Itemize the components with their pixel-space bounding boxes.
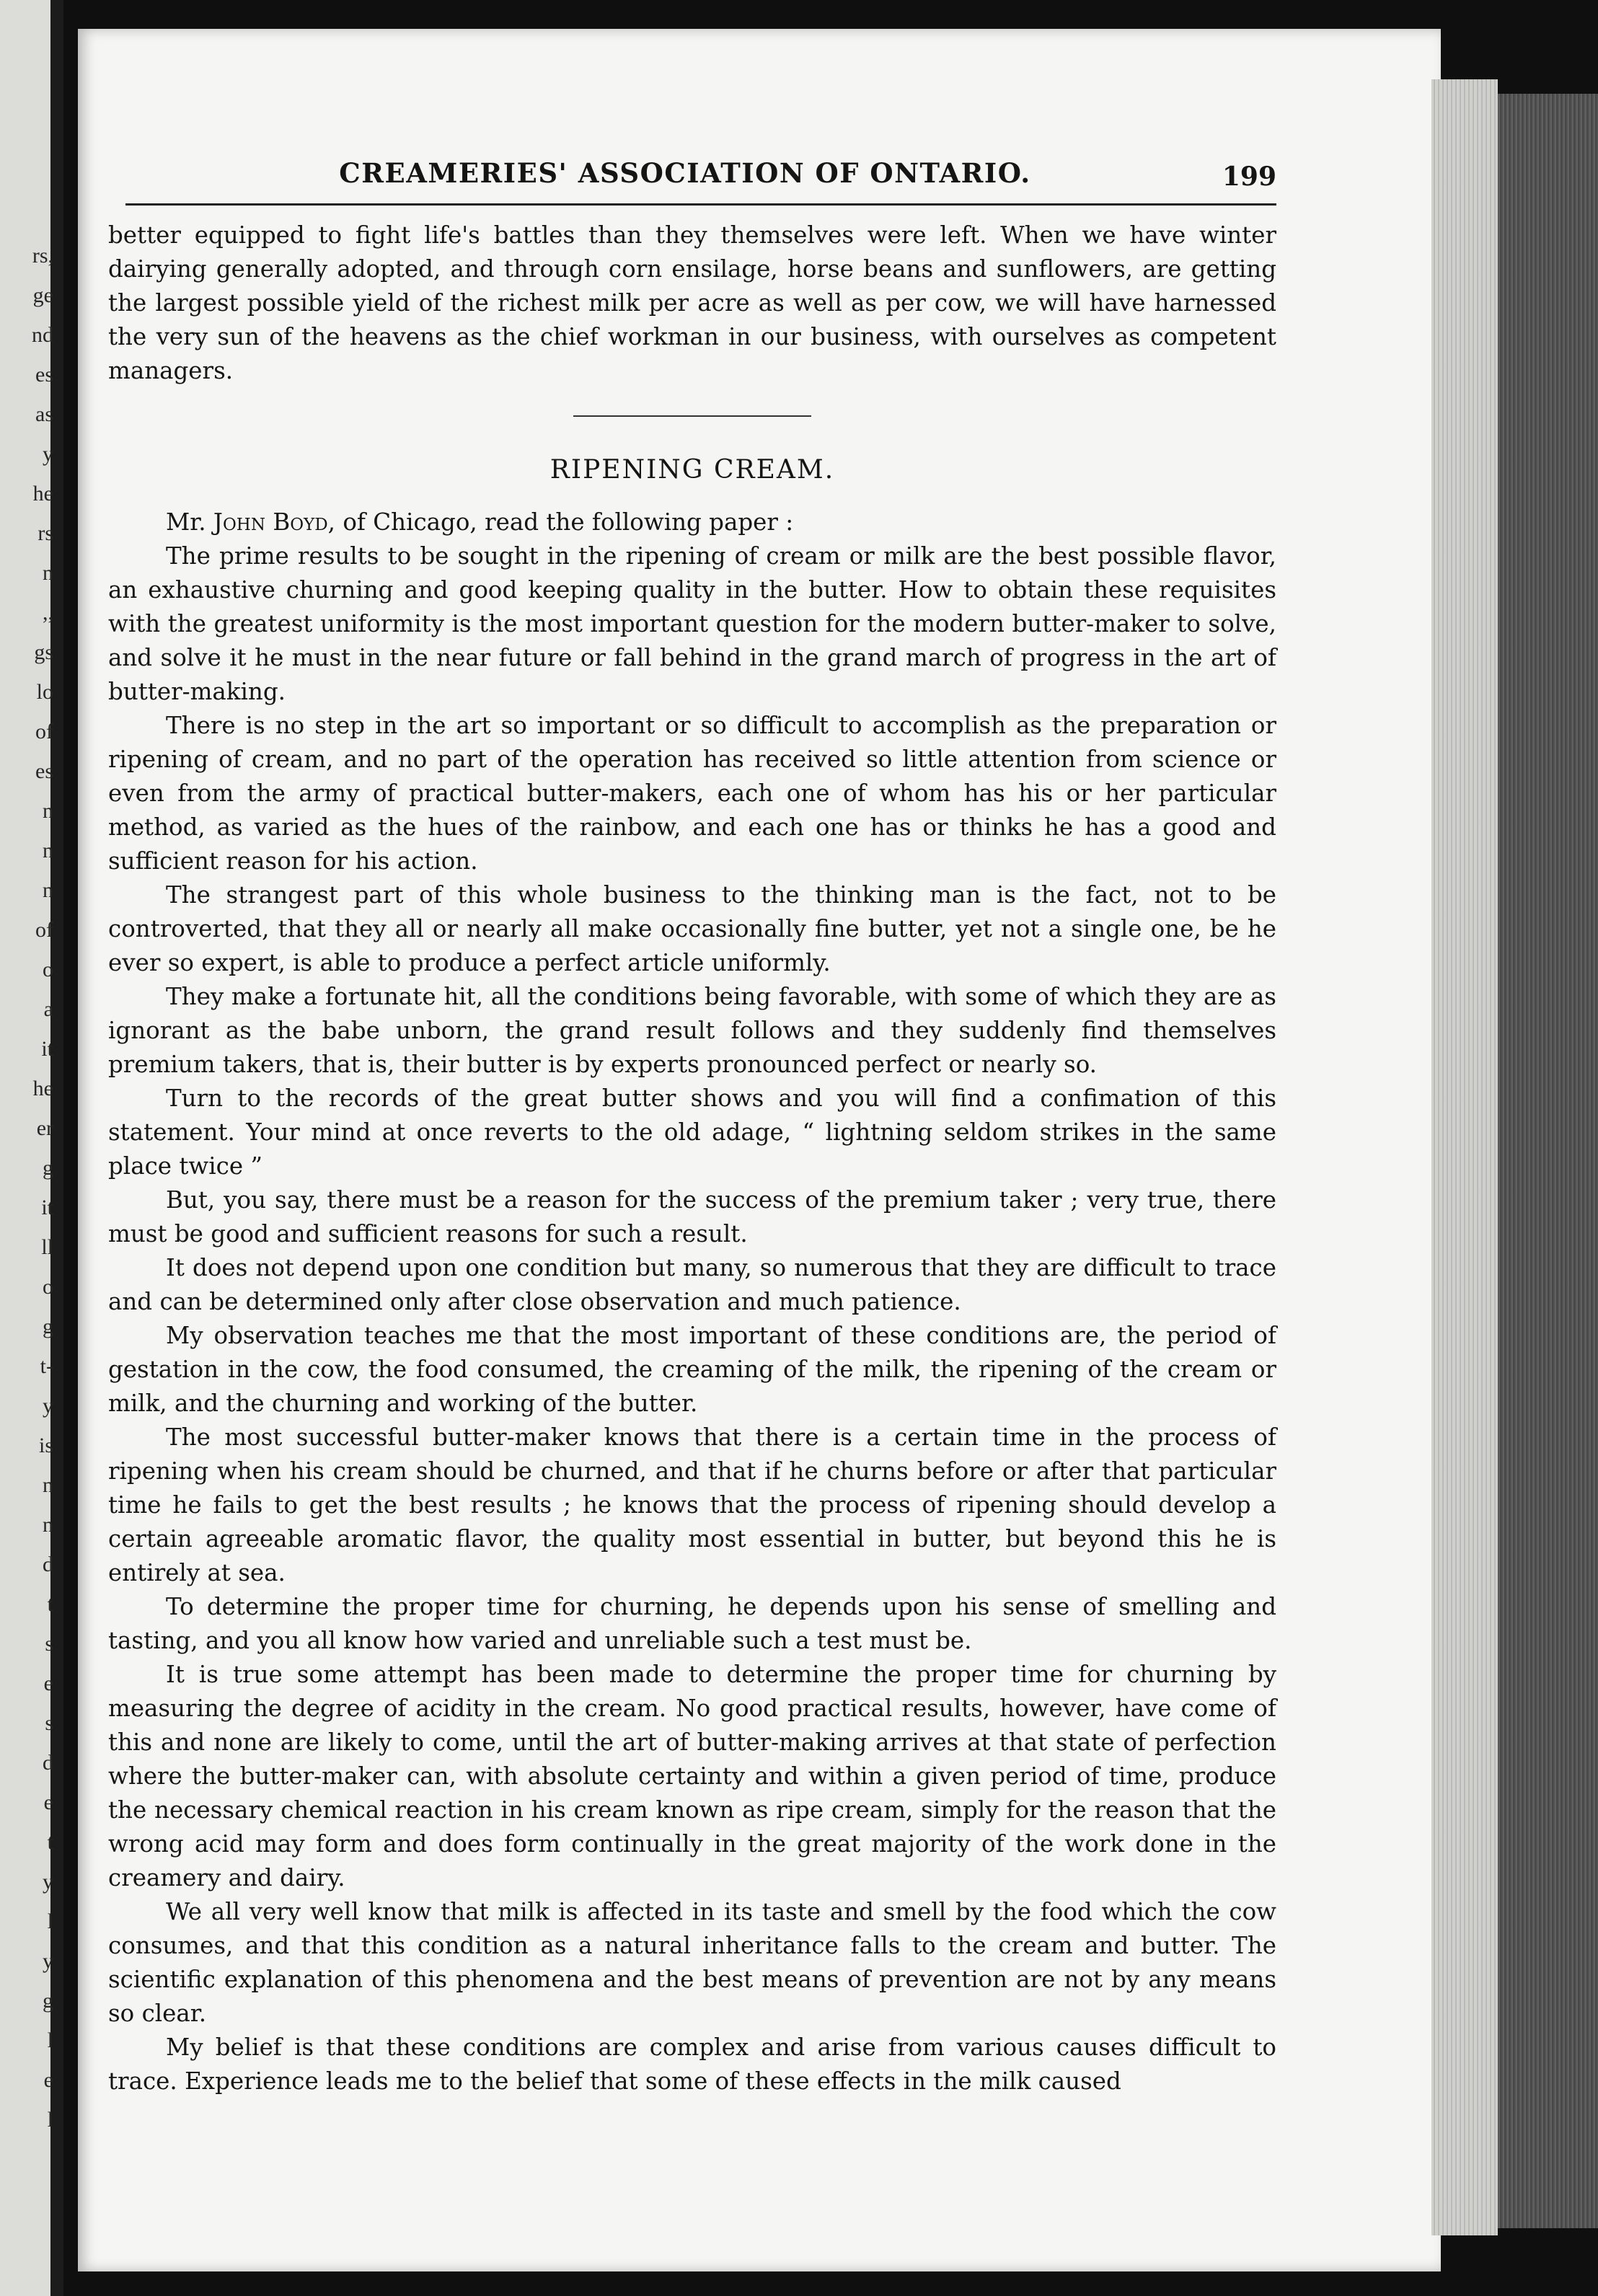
fragment-line: e xyxy=(43,2068,53,2092)
paragraph: There is no step in the art so important or so difficult to accomplish as the preparation or ripening of cream, and no part of the operation has received so little attention from science or even from the army of practical butter-makers, each one of whom has his or her particular method, as varied as the hues of the rainbow, and each one has or thinks he has a good and sufficient reason for his action. xyxy=(108,712,1276,875)
page-content xyxy=(108,144,1276,2098)
fragment-line: of xyxy=(35,720,53,743)
paragraph: Turn to the records of the great butter shows and you will find a confimation of this statement. Your mind at once reverts to the old adage, “ lightning seldom strikes in the same place twice ” xyxy=(108,1085,1276,1180)
fragment-line: d xyxy=(43,1751,53,1775)
fragment-line: it xyxy=(41,1037,53,1061)
paragraph: To determine the proper time for churning, he depends upon his sense of smelling and tasting, and you all know how varied and unreliable such a test must be. xyxy=(108,1593,1276,1654)
fragment-line: t xyxy=(47,1830,53,1854)
paragraph: My belief is that these conditions are complex and arise from various causes difficult to trace. Experience leads me to the belief that some of these effects in the milk caused xyxy=(108,2034,1276,2095)
paragraph: We all very well know that milk is affected in its taste and smell by the food which the cow consumes, and that this condition as a natural inheritance falls to the cream and butter. The scientific explanation of this phenomena and the best means of prevention are not by any means so clear. xyxy=(108,1898,1276,2027)
running-title: CREAMERIES' ASSOCIATION OF ONTARIO. xyxy=(339,157,1031,189)
fragment-line: n xyxy=(43,839,53,862)
fragment-line: t- xyxy=(40,1354,53,1378)
fragment-line: o xyxy=(43,958,53,981)
section-separator xyxy=(573,415,811,417)
paragraph: My observation teaches me that the most important of these conditions are, the period of gestation in the cow, the food consumed, the creaming of the milk, the ripening of the cream or milk, and the churning and working of the butter. xyxy=(108,1322,1276,1417)
fragment-line: rs xyxy=(37,521,53,545)
header-rule xyxy=(125,203,1276,206)
fragment-line: gs xyxy=(34,640,53,664)
paragraph: It does not depend upon one condition but many, so numerous that they are difficult to trace and can be determined only after close observation and much patience. xyxy=(108,1254,1276,1315)
fragment-line: y xyxy=(43,1394,53,1418)
paragraph: The strangest part of this whole business to the thinking man is the fact, not to be controverted, that they all or nearly all make occasionally fine butter, yet not a single one, be he ever so expert, is able to produce a perfect article uniformly. xyxy=(108,881,1276,976)
fragment-line: l xyxy=(47,1909,53,1933)
fragment-line: s xyxy=(45,1632,53,1656)
paragraph: The most successful butter-maker knows that there is a certain time in the process of ripening when his cream should be churned, and that if he churns before or after that particular time he fails to get the best results ; he knows that the process of ripening should develop a certain agreeable aromatic flavor, the quality most essential in butter, but beyond this he is entirely at sea. xyxy=(108,1423,1276,1586)
fragment-line: y xyxy=(43,1870,53,1894)
fragment-line: er xyxy=(36,1116,53,1140)
fragment-line: o xyxy=(43,1275,53,1299)
fragment-line: y xyxy=(43,442,53,466)
facing-page-fragment xyxy=(0,0,63,2296)
paragraph: They make a fortunate hit, all the conditions being favorable, with some of which they are as ignorant as the babe unborn, the grand result follows and they suddenly find themselves premium takers, that is, their butter is by experts pronounced perfect or nearly so. xyxy=(108,983,1276,1078)
fragment-line: n xyxy=(43,561,53,585)
fragment-line: es xyxy=(35,759,53,783)
fragment-line: n xyxy=(43,878,53,902)
fragment-line: rs, xyxy=(32,244,53,268)
paragraph: But, you say, there must be a reason for the success of the premium taker ; very true, there must be good and sufficient reasons for such a result. xyxy=(108,1186,1276,1248)
fragment-line: l xyxy=(47,2028,53,2052)
fragment-line: l xyxy=(47,2108,53,2132)
section-intro xyxy=(108,505,1276,539)
fragment-line: nd xyxy=(32,323,53,347)
fragment-line: of xyxy=(35,918,53,942)
fragment-line: e xyxy=(43,1791,53,1814)
speaker-name: John Boyd, xyxy=(213,508,336,536)
page-edges xyxy=(1431,79,1498,2235)
fragment-line: ge xyxy=(32,283,53,307)
book-cover-edge xyxy=(1498,94,1598,2228)
page-number: 199 xyxy=(1222,162,1276,192)
fragment-line: ll xyxy=(41,1235,53,1259)
fragment-line: ,, xyxy=(43,601,53,624)
fragment-line: s xyxy=(45,1711,53,1735)
fragment-line: e xyxy=(43,1672,53,1695)
fragment-line: he xyxy=(32,482,53,505)
paragraph: It is true some attempt has been made to determine the proper time for churning by measuring the degree of acidity in the cream. No good practical results, however, have come of this and none are likely to come, until the art of butter-making arrives at that state of perfection where the butter-maker can, with absolute certainty and within a given period of time, produce the necessary chemical reaction in his cream known as ripe cream, simply for the reason that the wrong acid may form and does form continually in the great majority of the work done in the creamery and dairy. xyxy=(108,1661,1276,1891)
fragment-line: y xyxy=(43,1949,53,1973)
running-head xyxy=(108,144,1276,202)
fragment-line: d xyxy=(43,1553,53,1576)
fragment-line: he xyxy=(32,1077,53,1100)
fragment-line: a xyxy=(43,997,53,1021)
fragment-line: it xyxy=(41,1196,53,1219)
intro-prefix: Mr. xyxy=(166,508,206,536)
section-title: RIPENING CREAM. xyxy=(549,455,835,485)
intro-suffix: of Chicago, read the following paper : xyxy=(343,508,794,536)
fragment-line: g xyxy=(43,1989,53,2013)
fragment-line: g xyxy=(43,1315,53,1338)
opening-paragraph: better equipped to fight life's battles than they themselves were left. When we have winter dairying generally adopted, and through corn ensilage, horse beans and sunflowers, are getting the largest possible yield of the richest milk per acre as well as per cow, we will have harnessed the very sun of the heavens as the chief workman in our business, with ourselves as competent managers. xyxy=(108,221,1276,384)
fragment-line: as xyxy=(35,402,53,426)
fragment-line: is xyxy=(38,1434,53,1457)
fragment-line: n xyxy=(43,1513,53,1537)
fragment-line: t xyxy=(47,1592,53,1616)
fragment-line: lo xyxy=(36,680,53,704)
fragment-line: n xyxy=(43,799,53,823)
body-text xyxy=(108,218,1276,2098)
fragment-line: g xyxy=(43,1156,53,1180)
paragraph: The prime results to be sought in the ripening of cream or milk are the best possible flavor, an exhaustive churning and good keeping quality in the butter. How to obtain these requisites with the greatest uniformity is the most important question for the modern butter-maker to solve, and solve it he must in the near future or fall behind in the grand march of progress in the art of butter-making. xyxy=(108,542,1276,705)
fragment-line: n xyxy=(43,1473,53,1497)
fragment-line: es xyxy=(35,363,53,387)
